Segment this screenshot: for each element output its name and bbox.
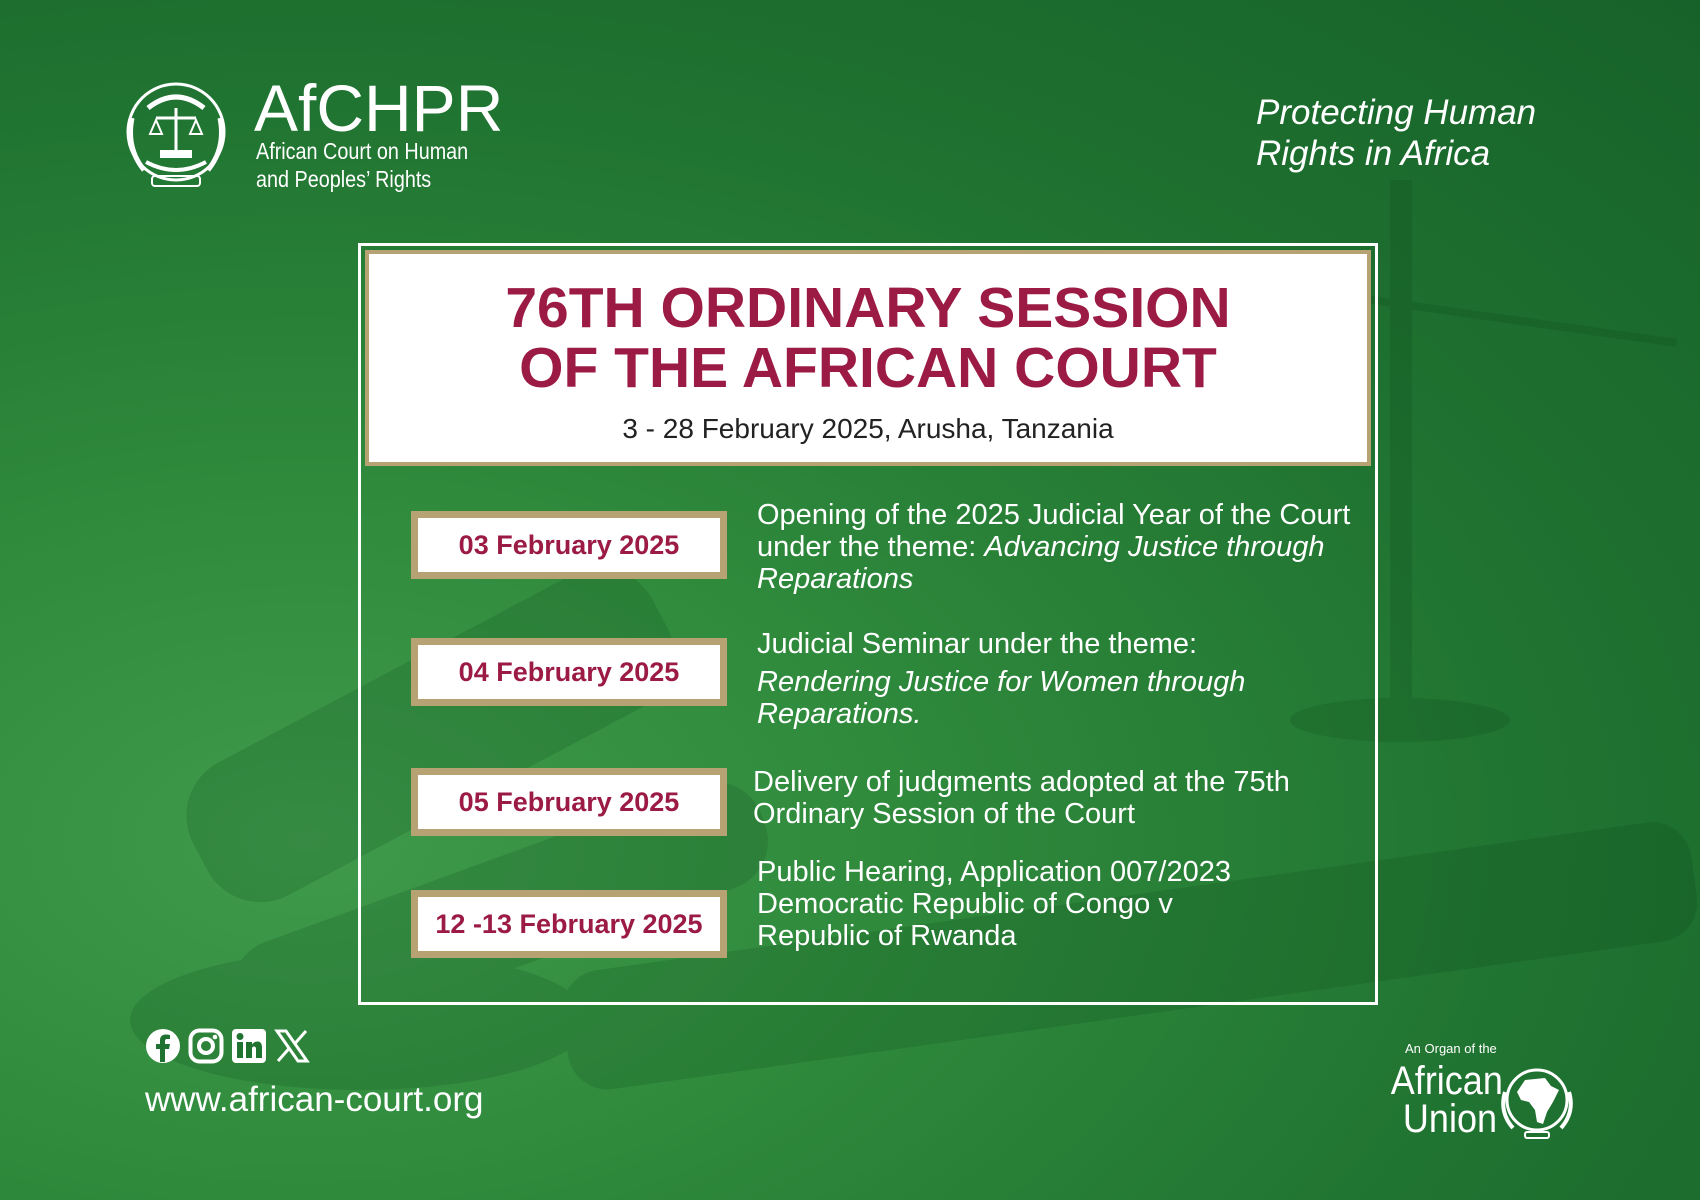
- social-links: [145, 1028, 315, 1066]
- afchpr-logo: [118, 71, 538, 196]
- event-description-line-2: Democratic Republic of Congo v: [757, 888, 1173, 920]
- logo-acronym: AfCHPR: [254, 71, 504, 145]
- au-name: [1390, 1059, 1503, 1141]
- court-emblem-icon: [118, 78, 238, 194]
- session-title-line-2: OF THE AFRICAN COURT: [519, 336, 1217, 400]
- event-date-badge: 03 February 2025: [411, 511, 727, 579]
- au-organ-text: An Organ of the: [1405, 1041, 1497, 1056]
- event-date-badge: 05 February 2025: [411, 768, 727, 836]
- event-theme: Advancing Justice through Reparations: [757, 531, 1325, 595]
- event-description: [757, 628, 1357, 730]
- tagline: [1256, 92, 1616, 174]
- logo-org-line-2: and Peoples’ Rights: [256, 166, 432, 192]
- african-union-logo: [1375, 1038, 1585, 1148]
- linkedin-icon[interactable]: [231, 1028, 267, 1064]
- instagram-icon[interactable]: [188, 1028, 224, 1064]
- tagline-line-1: Protecting Human: [1256, 93, 1537, 132]
- event-theme: Rendering Justice for Women through Reparations.: [757, 666, 1246, 730]
- facebook-icon[interactable]: [145, 1028, 181, 1064]
- event-description: Delivery of judgments adopted at the 75th Ordinary Session of the Court: [753, 766, 1290, 830]
- session-dates-location: 3 - 28 February 2025, Arusha, Tanzania: [622, 413, 1114, 444]
- event-description: [757, 499, 1357, 595]
- event-description-text: Opening of the 2025 Judicial Year of the Court under the theme:: [757, 499, 1351, 563]
- tagline-line-2: Rights in Africa: [1256, 134, 1491, 173]
- website-link[interactable]: www.african-court.org: [145, 1080, 484, 1119]
- session-title-line-1: 76TH ORDINARY SESSION: [505, 276, 1231, 340]
- event-date-badge: 04 February 2025: [411, 638, 727, 706]
- africa-map-icon: [1497, 1062, 1577, 1142]
- logo-org-line-1: African Court on Human: [256, 138, 469, 164]
- au-name-line-1: African: [1390, 1059, 1503, 1103]
- event-description-line-1: Public Hearing, Application 007/2023: [757, 856, 1231, 888]
- x-icon[interactable]: [274, 1028, 310, 1064]
- au-name-line-2: Union: [1402, 1097, 1497, 1141]
- session-title: [369, 278, 1367, 398]
- session-card: [358, 243, 1378, 1005]
- event-description-line-3: Republic of Rwanda: [757, 920, 1017, 952]
- event-description: [757, 856, 1357, 952]
- event-description-text: Judicial Seminar under the theme:: [757, 628, 1198, 660]
- session-header: [365, 250, 1371, 466]
- event-date-badge: 12 -13 February 2025: [411, 890, 727, 958]
